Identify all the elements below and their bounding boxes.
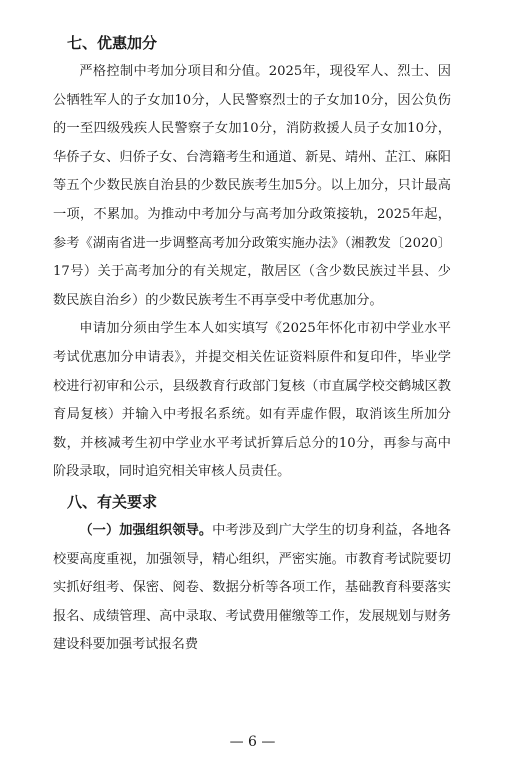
paragraph-bonus-points-policy: 严格控制中考加分项目和分值。2025年，现役军人、烈士、因公牺牲军人的子女加10分，人民警察烈士的子女加10分，因公负伤的一至四级残疾人民警察子女加10分，消防救援人员子女加10分，华侨子女、归侨子女、台湾籍考生和通道、新晃、靖州、芷江、麻阳等五个少数民族自治县的少数民族考生加5分。以上加分，只计最高一项，不累加。为推动中考加分与高考加分政策接轨，2025年起，参考《湖南省进一步调整高考加分政策实施办法》（湘教发〔2020〕17号）关于高考加分的有关规定，散居区（含少数民族过半县、少数民族自治乡）的少数民族考生不再享受中考优惠加分。 — [53, 64, 451, 308]
section-heading-bonus-points: 七、优惠加分 — [67, 34, 158, 52]
page-number: — 6 — — [229, 734, 276, 750]
item-text-organization: 中考涉及到广大学生的切身利益，各地各校要高度重视，加强领导，精心组织，严密实施。市教育考试院要切实抓好组考、保密、阅卷、数据分析等各项工作，基础教育科要落实报名、成绩管理、高中录取、考试费用催缴等工作，发展规划与财务建设科要加强考试报名费 — [53, 522, 451, 653]
paragraph-organization-leadership — [53, 517, 451, 660]
page-content — [53, 28, 451, 660]
paragraph-bonus-points-application: 申请加分须由学生本人如实填写《2025年怀化市初中学业水平考试优惠加分申请表》，并提交相关佐证资料原件和复印件，毕业学校进行初审和公示，县级教育行政部门复核（市直属学校交鹤城区教育局复核）并输入中考报名系统。如有弄虚作假，取消该生所加分数，并核减考生初中学业水平考试折算后总分的10分，再参与高中阶段录取，同时追究相关审核人员责任。 — [53, 321, 451, 480]
section-heading-requirements: 八、有关要求 — [67, 492, 158, 511]
item-lead-organization: （一）加强组织领导。 — [79, 522, 213, 538]
